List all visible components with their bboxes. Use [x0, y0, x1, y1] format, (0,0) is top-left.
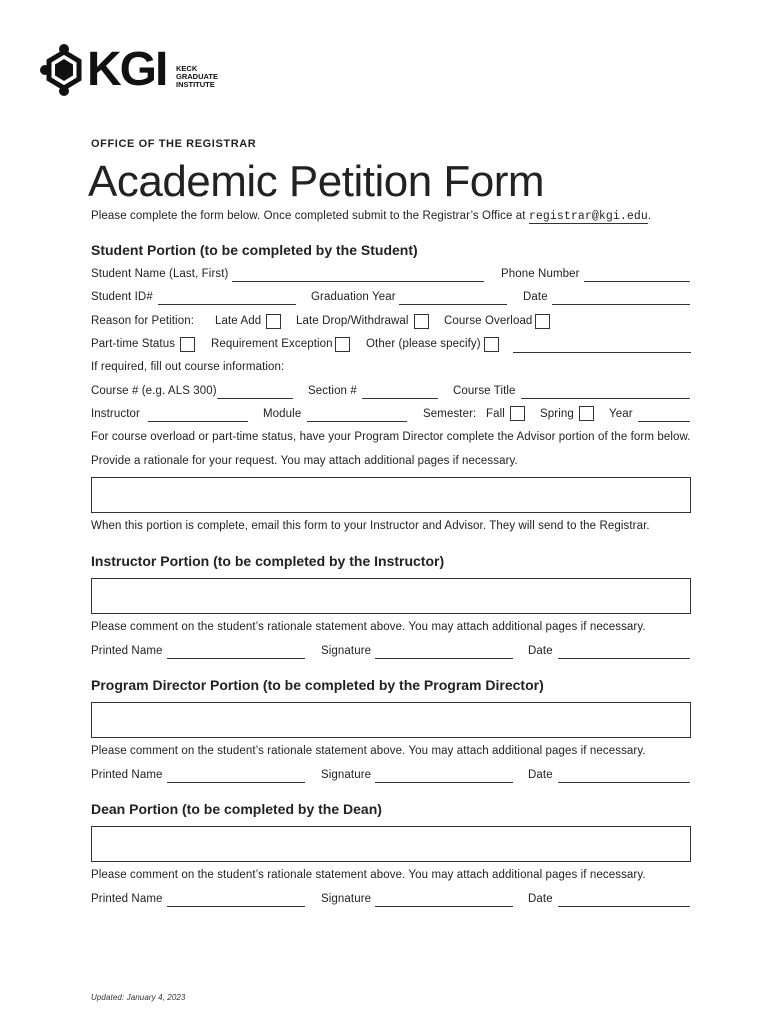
director-printed-name-label: Printed Name: [91, 769, 163, 781]
director-signature-label: Signature: [321, 769, 372, 781]
section-label: Section #: [308, 385, 357, 397]
course-number-label: Course # (e.g. ALS 300): [91, 385, 217, 397]
director-date-field[interactable]: [558, 782, 690, 783]
phone-field[interactable]: [584, 281, 690, 282]
dean-comment-textarea[interactable]: [91, 826, 691, 862]
student-name-field[interactable]: [232, 281, 484, 282]
course-overload-label: Course Overload: [444, 315, 533, 327]
fall-checkbox[interactable]: [510, 406, 525, 421]
module-field[interactable]: [307, 421, 407, 422]
other-specify-field[interactable]: [513, 352, 691, 353]
phone-label: Phone Number: [501, 268, 580, 280]
completion-note: When this portion is complete, email this form to your Instructor and Advisor. They will send to the Registrar.: [91, 520, 650, 532]
year-label: Year: [609, 408, 633, 420]
dean-printed-name-label: Printed Name: [91, 893, 163, 905]
course-title-label: Course Title: [453, 385, 516, 397]
other-checkbox[interactable]: [484, 337, 499, 352]
dean-printed-name-field[interactable]: [167, 906, 305, 907]
dean-date-label: Date: [528, 893, 553, 905]
late-drop-checkbox[interactable]: [414, 314, 429, 329]
instructor-label: Instructor: [91, 408, 140, 420]
course-number-field[interactable]: [217, 398, 293, 399]
instructor-date-field[interactable]: [558, 658, 690, 659]
late-add-checkbox[interactable]: [266, 314, 281, 329]
intro-text: Please complete the form below. Once completed submit to the Registrar’s Office at registrar@kgi.edu.: [91, 210, 652, 223]
instructor-field[interactable]: [148, 421, 248, 422]
registrar-email-link[interactable]: registrar@kgi.edu: [528, 210, 648, 223]
instructor-comment-textarea[interactable]: [91, 578, 691, 614]
instructor-printed-name-label: Printed Name: [91, 645, 163, 657]
student-rationale-textarea[interactable]: [91, 477, 691, 513]
part-time-label: Part-time Status: [91, 338, 176, 350]
director-comment-textarea[interactable]: [91, 702, 691, 738]
instructor-printed-name-field[interactable]: [167, 658, 305, 659]
reason-label: Reason for Petition:: [91, 315, 195, 327]
dean-comment-note: Please comment on the student’s rationale statement above. You may attach additional pages if necessary.: [91, 869, 646, 881]
student-name-label: Student Name (Last, First): [91, 268, 229, 280]
dean-signature-field[interactable]: [375, 906, 513, 907]
director-signature-field[interactable]: [375, 782, 513, 783]
logo-text: KGI: [87, 43, 167, 96]
late-add-label: Late Add: [215, 315, 262, 327]
instructor-date-label: Date: [528, 645, 553, 657]
course-overload-checkbox[interactable]: [535, 314, 550, 329]
overload-note: For course overload or part-time status, have your Program Director complete the Advisor portion of the form below.: [91, 431, 691, 443]
page-title: Academic Petition Form: [88, 157, 545, 206]
semester-label: Semester:: [423, 408, 477, 420]
instructor-comment-note: Please comment on the student’s rationale statement above. You may attach additional pages if necessary.: [91, 621, 646, 633]
module-label: Module: [263, 408, 302, 420]
director-date-label: Date: [528, 769, 553, 781]
hexagon-molecule-icon: [40, 44, 88, 98]
dean-date-field[interactable]: [558, 906, 690, 907]
dean-signature-label: Signature: [321, 893, 372, 905]
student-heading: Student Portion (to be completed by the Student): [91, 242, 418, 258]
updated-date: Updated: January 4, 2023: [91, 993, 186, 1002]
other-label: Other (please specify): [366, 338, 481, 350]
course-info-note: If required, fill out course information:: [91, 361, 285, 373]
kgi-logo: [40, 44, 240, 98]
instructor-signature-field[interactable]: [375, 658, 513, 659]
director-printed-name-field[interactable]: [167, 782, 305, 783]
part-time-checkbox[interactable]: [180, 337, 195, 352]
spring-label: Spring: [540, 408, 574, 420]
late-drop-label: Late Drop/Withdrawal: [296, 315, 409, 327]
dean-heading: Dean Portion (to be completed by the Dean): [91, 801, 382, 817]
director-heading: Program Director Portion (to be completed by the Program Director): [91, 677, 544, 693]
instructor-signature-label: Signature: [321, 645, 372, 657]
rationale-note: Provide a rationale for your request. You may attach additional pages if necessary.: [91, 455, 518, 467]
requirement-exception-checkbox[interactable]: [335, 337, 350, 352]
grad-year-label: Graduation Year: [311, 291, 396, 303]
year-field[interactable]: [638, 421, 690, 422]
office-label: OFFICE OF THE REGISTRAR: [91, 138, 257, 150]
student-date-field[interactable]: [552, 304, 690, 305]
fall-label: Fall: [486, 408, 505, 420]
student-id-field[interactable]: [158, 304, 296, 305]
student-id-label: Student ID#: [91, 291, 153, 303]
course-title-field[interactable]: [521, 398, 690, 399]
director-comment-note: Please comment on the student’s rationale statement above. You may attach additional pages if necessary.: [91, 745, 646, 757]
logo-subtitle: KECK GRADUATE INSTITUTE: [176, 64, 218, 89]
instructor-heading: Instructor Portion (to be completed by the Instructor): [91, 553, 445, 569]
requirement-exception-label: Requirement Exception: [211, 338, 333, 350]
grad-year-field[interactable]: [399, 304, 507, 305]
section-field[interactable]: [362, 398, 438, 399]
spring-checkbox[interactable]: [579, 406, 594, 421]
student-date-label: Date: [523, 291, 548, 303]
